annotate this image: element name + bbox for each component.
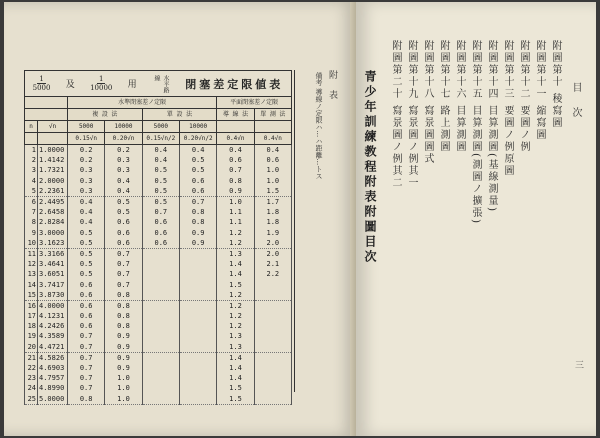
table-cell-c: [142, 331, 179, 341]
header-single-method: 單 設 法: [142, 109, 217, 121]
table-cell-f: [254, 342, 291, 353]
table-cell-f: 1.0: [254, 176, 291, 186]
table-cell-n: 10: [25, 238, 38, 249]
table-cell-root: 3.0000: [38, 228, 68, 238]
table-cell-d: 0.9: [179, 238, 216, 249]
table-cell-n: 8: [25, 217, 38, 227]
table-cell-root: 5.0000: [38, 394, 68, 405]
table-cell-a: 0.7: [68, 342, 105, 353]
table-cell-d: 0.6: [179, 186, 216, 197]
scale-fraction-10000: [90, 75, 112, 92]
table-cell-e: 1.5: [217, 394, 254, 405]
table-cell-d: [179, 394, 216, 405]
table-cell-e: 0.4: [217, 145, 254, 156]
table-cell-a: 0.7: [68, 352, 105, 363]
table-row: [25, 373, 292, 383]
table-cell-n: 4: [25, 176, 38, 186]
table-cell-root: 3.1623: [38, 238, 68, 249]
table-row: [25, 196, 292, 207]
table-cell-root: 2.4495: [38, 196, 68, 207]
table-row: [25, 311, 292, 321]
table-cell-a: 0.3: [68, 165, 105, 175]
table-cell-root: 4.3589: [38, 331, 68, 341]
closure-limit-table: [24, 96, 292, 405]
table-cell-a: 0.7: [68, 373, 105, 383]
table-cell-c: [142, 259, 179, 269]
table-cell-root: 2.0000: [38, 176, 68, 186]
table-cell-f: [254, 383, 291, 393]
header-level-closure: 水準閉塞差ノ定限: [68, 97, 217, 109]
table-cell-b: 0.8: [105, 311, 142, 321]
table-cell-e: 1.4: [217, 373, 254, 383]
remark-note: 備考 導線ノ定限ハ…ハ距離…トス: [294, 70, 323, 392]
table-cell-e: 1.4: [217, 259, 254, 269]
table-cell-c: [142, 248, 179, 259]
fraction-denominator: 5000: [32, 84, 51, 92]
table-cell-e: 1.2: [217, 228, 254, 238]
table-cell-c: 0.5: [142, 186, 179, 197]
table-cell-root: 1.7321: [38, 165, 68, 175]
table-cell-n: 2: [25, 155, 38, 165]
table-cell-c: [142, 394, 179, 405]
scale-fraction-5000: [33, 75, 51, 92]
table-cell-a: 0.6: [68, 311, 105, 321]
header-root-n: √n: [38, 121, 68, 133]
table-body: [25, 145, 292, 405]
table-cell-a: 0.7: [68, 331, 105, 341]
table-cell-c: [142, 363, 179, 373]
table-cell-d: [179, 269, 216, 279]
table-cell-b: 0.8: [105, 321, 142, 331]
table-cell-n: 5: [25, 186, 38, 197]
table-cell-f: [254, 311, 291, 321]
table-cell-a: 0.2: [68, 145, 105, 156]
table-cell-d: [179, 352, 216, 363]
table-cell-f: 1.9: [254, 228, 291, 238]
title-conjunction: 及: [65, 80, 75, 90]
table-cell-e: 1.5: [217, 279, 254, 289]
table-cell-d: [179, 300, 216, 311]
table-cell-n: 12: [25, 259, 38, 269]
header-corner-2: [25, 109, 68, 121]
header-formula: 0.15√n/2: [142, 133, 179, 145]
table-cell-e: 1.5: [217, 383, 254, 393]
table-cell-d: 0.8: [179, 217, 216, 227]
header-scale-5000: 5000: [142, 121, 179, 133]
table-cell-e: 1.1: [217, 207, 254, 217]
table-cell-e: 1.2: [217, 300, 254, 311]
table-cell-a: 0.3: [68, 186, 105, 197]
table-row: [25, 238, 292, 249]
header-scale-10000: 10000: [105, 121, 142, 133]
table-row: [25, 321, 292, 331]
table-cell-n: 23: [25, 373, 38, 383]
table-cell-root: 4.8990: [38, 383, 68, 393]
table-cell-b: 0.5: [105, 196, 142, 207]
table-cell-c: 0.5: [142, 176, 179, 186]
fraction-denominator: 10000: [90, 84, 113, 92]
table-cell-d: 0.9: [179, 228, 216, 238]
table-cell-n: 6: [25, 196, 38, 207]
table-cell-n: 20: [25, 342, 38, 353]
table-cell-a: 0.5: [68, 259, 105, 269]
table-cell-c: 0.5: [142, 165, 179, 175]
table-cell-c: [142, 373, 179, 383]
header-blank: [254, 121, 291, 133]
header-blank: [25, 133, 38, 145]
table-cell-d: 0.8: [179, 207, 216, 217]
table-cell-n: 14: [25, 279, 38, 289]
table-cell-a: 0.6: [68, 300, 105, 311]
table-cell-root: 3.6051: [38, 269, 68, 279]
table-cell-d: [179, 363, 216, 373]
table-row: [25, 248, 292, 259]
appendix-label: 附 表: [327, 70, 337, 103]
toc-entry: 附圖第十五 目算測圖(測圖ノ擴張): [470, 40, 481, 225]
table-cell-b: 0.7: [105, 279, 142, 289]
table-cell-d: 0.7: [179, 196, 216, 207]
table-cell-c: [142, 352, 179, 363]
title-small-note: 水平路線: [152, 74, 169, 93]
table-cell-f: 1.8: [254, 217, 291, 227]
table-cell-c: [142, 383, 179, 393]
header-formula: 0.4√n: [254, 133, 291, 145]
table-cell-n: 15: [25, 290, 38, 301]
table-cell-f: [254, 352, 291, 363]
table-cell-c: [142, 321, 179, 331]
page-number: 三: [573, 360, 583, 369]
table-cell-root: 4.1231: [38, 311, 68, 321]
table-row: [25, 165, 292, 175]
table-row: [25, 228, 292, 238]
table-cell-root: 2.8284: [38, 217, 68, 227]
table-cell-a: 0.5: [68, 269, 105, 279]
header-n: n: [25, 121, 38, 133]
table-cell-e: 1.3: [217, 342, 254, 353]
table-cell-b: 0.4: [105, 186, 142, 197]
table-cell-root: 3.8730: [38, 290, 68, 301]
table-cell-e: 1.0: [217, 196, 254, 207]
header-formula: 0.20√n: [105, 133, 142, 145]
header-blank: [217, 121, 254, 133]
table-cell-n: 22: [25, 363, 38, 373]
table-cell-b: 0.3: [105, 165, 142, 175]
table-cell-f: 1.7: [254, 196, 291, 207]
table-cell-a: 0.6: [68, 290, 105, 301]
header-blank: [38, 133, 68, 145]
table-row: [25, 279, 292, 289]
table-cell-e: 1.4: [217, 352, 254, 363]
table-cell-b: 0.6: [105, 228, 142, 238]
table-cell-e: 1.4: [217, 363, 254, 373]
table-cell-n: 1: [25, 145, 38, 156]
table-cell-c: 0.5: [142, 196, 179, 207]
table-row: [25, 300, 292, 311]
table-cell-f: [254, 363, 291, 373]
table-cell-b: 0.9: [105, 331, 142, 341]
table-cell-f: 1.5: [254, 186, 291, 197]
table-cell-b: 0.7: [105, 248, 142, 259]
table-cell-f: 0.4: [254, 145, 291, 156]
table-cell-d: 0.5: [179, 155, 216, 165]
table-cell-b: 0.8: [105, 300, 142, 311]
table-cell-n: 19: [25, 331, 38, 341]
table-cell-d: [179, 331, 216, 341]
table-cell-a: 0.4: [68, 207, 105, 217]
header-plane-closure: 平面閉塞差ノ定限: [217, 97, 292, 109]
table-cell-a: 0.7: [68, 363, 105, 373]
table-cell-n: 25: [25, 394, 38, 405]
header-formula: 0.4√n: [217, 133, 254, 145]
toc-entry: 附圖第十七 路上測圖: [438, 40, 449, 154]
table-cell-c: 0.6: [142, 217, 179, 227]
table-cell-e: 0.7: [217, 165, 254, 175]
table-cell-f: 2.0: [254, 238, 291, 249]
table-cell-d: [179, 290, 216, 301]
table-cell-f: 2.2: [254, 269, 291, 279]
header-formula: 0.15√n: [68, 133, 105, 145]
table-cell-e: 0.6: [217, 155, 254, 165]
table-cell-d: [179, 321, 216, 331]
header-corner: [25, 97, 68, 109]
table-row: [25, 290, 292, 301]
table-cell-root: 1.0000: [38, 145, 68, 156]
table-row: [25, 394, 292, 405]
table-row: [25, 352, 292, 363]
header-scale-10000: 10000: [179, 121, 216, 133]
table-cell-c: [142, 311, 179, 321]
table-cell-b: 0.3: [105, 155, 142, 165]
header-traverse-method: 導 線 法: [217, 109, 254, 121]
table-cell-f: 2.1: [254, 259, 291, 269]
table-row: [25, 342, 292, 353]
toc-entry: 附圖第十 稜寫圖: [550, 40, 561, 130]
table-cell-root: 3.4641: [38, 259, 68, 269]
table-row: [25, 207, 292, 217]
table-cell-a: 0.3: [68, 176, 105, 186]
table-row: [25, 331, 292, 341]
table-cell-n: 21: [25, 352, 38, 363]
table-cell-root: 4.5826: [38, 352, 68, 363]
table-cell-b: 1.0: [105, 383, 142, 393]
table-cell-root: 4.0000: [38, 300, 68, 311]
table-cell-c: 0.4: [142, 145, 179, 156]
table-cell-e: 1.3: [217, 331, 254, 341]
table-cell-root: 4.4721: [38, 342, 68, 353]
table-cell-e: 0.9: [217, 186, 254, 197]
fraction-numerator: 1: [39, 75, 44, 83]
table-cell-root: 4.6903: [38, 363, 68, 373]
table-cell-d: [179, 259, 216, 269]
toc-entry: 附圖第十二 要圖ノ例: [518, 40, 529, 154]
table-cell-c: 0.6: [142, 238, 179, 249]
table-cell-b: 0.6: [105, 238, 142, 249]
table-cell-n: 17: [25, 311, 38, 321]
table-cell-a: 0.4: [68, 196, 105, 207]
table-cell-e: 1.2: [217, 290, 254, 301]
toc-entry: 附圖第十四 目算測圖(基線測量): [486, 40, 497, 213]
table-cell-n: 3: [25, 165, 38, 175]
table-cell-c: [142, 342, 179, 353]
table-row: [25, 363, 292, 373]
table-main-title: 閉塞差定限値表: [185, 77, 284, 91]
table-cell-b: 1.0: [105, 373, 142, 383]
table-row: [25, 176, 292, 186]
table-cell-a: 0.8: [68, 394, 105, 405]
table-cell-b: 0.7: [105, 269, 142, 279]
table-cell-d: 0.4: [179, 145, 216, 156]
table-cell-a: 0.6: [68, 279, 105, 289]
table-cell-root: 1.4142: [38, 155, 68, 165]
table-cell-root: 4.2426: [38, 321, 68, 331]
table-cell-n: 11: [25, 248, 38, 259]
table-cell-e: 1.4: [217, 269, 254, 279]
table-cell-c: 0.7: [142, 207, 179, 217]
table-cell-e: 1.3: [217, 248, 254, 259]
table-cell-f: [254, 290, 291, 301]
table-cell-e: 1.2: [217, 238, 254, 249]
table-cell-b: 0.9: [105, 352, 142, 363]
table-row: [25, 259, 292, 269]
toc-entry: 附圖第十六 目算測圖: [454, 40, 465, 154]
table-cell-d: [179, 279, 216, 289]
table-cell-a: 0.6: [68, 321, 105, 331]
table-cell-b: 0.9: [105, 342, 142, 353]
table-cell-d: 0.6: [179, 176, 216, 186]
table-cell-f: [254, 321, 291, 331]
table-cell-b: 0.9: [105, 363, 142, 373]
table-cell-f: [254, 300, 291, 311]
contents-heading: 目 次: [570, 82, 581, 124]
table-cell-c: 0.4: [142, 155, 179, 165]
header-scale-5000: 5000: [68, 121, 105, 133]
table-cell-e: 1.2: [217, 311, 254, 321]
table-title: [24, 70, 292, 96]
table-row: [25, 217, 292, 227]
table-cell-e: 1.1: [217, 217, 254, 227]
table-cell-a: 0.5: [68, 248, 105, 259]
table-cell-e: 0.8: [217, 176, 254, 186]
table-cell-a: 0.2: [68, 155, 105, 165]
table-cell-c: [142, 300, 179, 311]
table-cell-c: [142, 290, 179, 301]
table-cell-c: [142, 279, 179, 289]
header-double-method: 複 設 法: [68, 109, 143, 121]
table-cell-f: [254, 373, 291, 383]
table-cell-a: 0.7: [68, 383, 105, 393]
table-row: [25, 186, 292, 197]
table-cell-f: [254, 331, 291, 341]
table-cell-b: 0.4: [105, 176, 142, 186]
table-cell-a: 0.5: [68, 228, 105, 238]
table-row: [25, 269, 292, 279]
table-cell-d: 0.5: [179, 165, 216, 175]
table-cell-n: 24: [25, 383, 38, 393]
table-cell-n: 16: [25, 300, 38, 311]
toc-entry: 附圖第二十 寫景圖ノ例其二: [390, 40, 401, 190]
table-cell-b: 0.2: [105, 145, 142, 156]
header-formula: 0.20√n/2: [179, 133, 216, 145]
toc-entry: 附圖第十三 要圖ノ例原圖: [502, 40, 513, 178]
table-cell-f: 1.0: [254, 165, 291, 175]
table-cell-c: [142, 269, 179, 279]
table-cell-d: [179, 248, 216, 259]
table-cell-n: 18: [25, 321, 38, 331]
table-cell-b: 0.7: [105, 259, 142, 269]
table-cell-root: 2.6458: [38, 207, 68, 217]
header-single-survey: 單 測 法: [254, 109, 291, 121]
table-cell-d: [179, 311, 216, 321]
table-cell-b: 0.6: [105, 217, 142, 227]
table-cell-f: 1.8: [254, 207, 291, 217]
table-cell-d: [179, 342, 216, 353]
fraction-numerator: 1: [98, 75, 104, 83]
table-row: [25, 145, 292, 156]
table-cell-a: 0.4: [68, 217, 105, 227]
table-cell-f: 0.6: [254, 155, 291, 165]
table-cell-root: 3.3166: [38, 248, 68, 259]
table-cell-c: 0.6: [142, 228, 179, 238]
table-cell-f: [254, 394, 291, 405]
table-cell-d: [179, 383, 216, 393]
toc-entry: 附圖第十九 寫景圖ノ例其一: [406, 40, 417, 190]
title-use: 用: [127, 80, 137, 90]
toc-entry: 附圖第十一 縮寫圖: [534, 40, 545, 142]
table-cell-root: 2.2361: [38, 186, 68, 197]
table-cell-n: 13: [25, 269, 38, 279]
table-cell-d: [179, 373, 216, 383]
table-row: [25, 383, 292, 393]
table-cell-n: 7: [25, 207, 38, 217]
table-cell-root: 4.7957: [38, 373, 68, 383]
table-cell-a: 0.5: [68, 238, 105, 249]
contents-main-title: 青少年訓練教程附表附圖目次: [363, 70, 377, 265]
table-cell-f: 2.0: [254, 248, 291, 259]
table-cell-n: 9: [25, 228, 38, 238]
table-cell-f: [254, 279, 291, 289]
table-cell-root: 3.7417: [38, 279, 68, 289]
table-cell-b: 0.5: [105, 207, 142, 217]
table-cell-b: 1.0: [105, 394, 142, 405]
table-cell-e: 1.2: [217, 321, 254, 331]
table-row: [25, 155, 292, 165]
table-cell-b: 0.8: [105, 290, 142, 301]
toc-entry: 附圖第十八 寫景圖圖式: [422, 40, 433, 166]
